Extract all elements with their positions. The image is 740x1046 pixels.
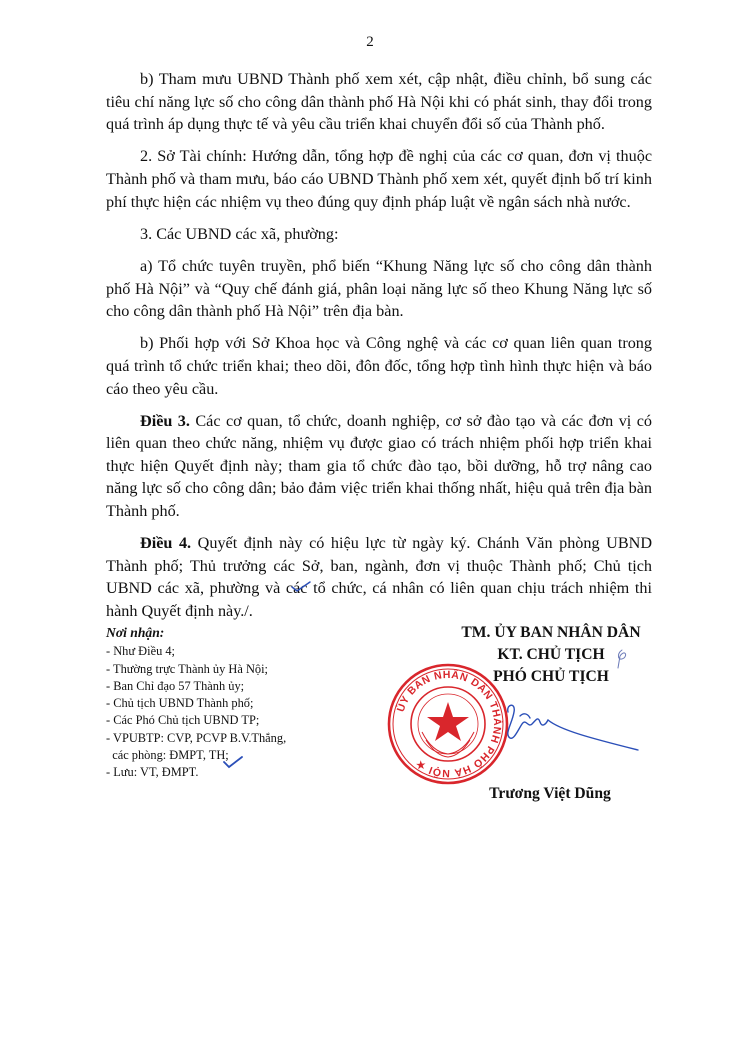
recipient-line: - Các Phó Chủ tịch UBND TP; (106, 713, 260, 728)
signature-line-3: PHÓ CHỦ TỊCH (493, 668, 609, 685)
paragraph-heading: Điều 3. (140, 411, 190, 430)
official-seal (386, 662, 510, 786)
paragraph (106, 332, 652, 400)
recipient-line: các phòng: ĐMPT, TH; (106, 748, 229, 763)
recipients-title: Nơi nhận: (106, 625, 165, 640)
paragraph-text: 3. Các UBND các xã, phường: (140, 224, 339, 243)
paragraph (106, 255, 652, 323)
paragraph (106, 532, 652, 622)
recipient-line: - Như Điều 4; (106, 644, 176, 659)
recipient-line: - Thường trực Thành ủy Hà Nội; (106, 661, 268, 676)
initial-mark-icon (614, 648, 630, 670)
paragraph (106, 410, 652, 523)
paragraph-text: Các cơ quan, tổ chức, doanh nghiệp, cơ sở đào tạo và các đơn vị có liên quan theo chức năng, nhiệm vụ được giao có trách nhiệm phối hợp triển khai thực hiện Quyết định này; tham gia tổ chức đào tạo, bồi dưỡng, hỗ trợ nâng cao năng lực số cho công dân; bảo đảm việc triển khai thống nhất, hiệu quả trên địa bàn Thành phố. (106, 411, 653, 521)
recipient-line: - Chủ tịch UBND Thành phố; (106, 696, 254, 711)
document-body (106, 68, 652, 632)
recipient-line: - VPUBTP: CVP, PCVP B.V.Thắng, (106, 730, 287, 745)
paragraph-text: Quyết định này có hiệu lực từ ngày ký. Chánh Văn phòng UBND Thành phố; Thủ trưởng các Sở, ban, ngành, đơn vị thuộc Thành phố; Chủ tịch UBND các xã, phường và các tổ chức, cá nhân có liên quan chịu trách nhiệm thi hành Quyết định này./. (106, 534, 653, 621)
paragraph-text: b) Phối hợp với Sở Khoa học và Công nghệ và các cơ quan liên quan trong quá trình tổ chức triển khai; theo dõi, đôn đốc, tổng hợp tình hình thực hiện và báo cáo theo yêu cầu. (106, 334, 652, 398)
handwritten-signature (500, 694, 650, 764)
paragraph-text: 2. Sở Tài chính: Hướng dẫn, tổng hợp đề nghị của các cơ quan, đơn vị thuộc Thành phố và tham mưu, báo cáo UBND Thành phố xem xét, quyết định bố trí kinh phí thực hiện các nhiệm vụ theo đúng quy định pháp luật về ngân sách nhà nước. (106, 147, 652, 211)
signer-name: Trương Việt Dũng (489, 785, 611, 802)
svg-text:ỦY BAN NHÂN DÂN THÀNH PHỐ HÀ N: ỦY BAN NHÂN DÂN THÀNH PHỐ HÀ NỘI ★ (394, 668, 504, 780)
paragraph-heading: Điều 4. (140, 534, 192, 553)
recipient-line: - Ban Chỉ đạo 57 Thành ủy; (106, 678, 245, 693)
check-mark-icon (222, 754, 244, 770)
paragraph-text: b) Tham mưu UBND Thành phố xem xét, cập nhật, điều chỉnh, bổ sung các tiêu chí năng lực số cho công dân thành phố Hà Nội khi có phát sinh, thay đổi trong quá trình áp dụng thực tế và yêu cầu triển khai chuyển đổi số của Thành phố. (106, 70, 652, 134)
signature-line-1: TM. ỦY BAN NHÂN DÂN (461, 624, 641, 641)
paragraph (106, 145, 652, 213)
signature-line-2: KT. CHỦ TỊCH (497, 646, 605, 663)
paragraph-text: a) Tổ chức tuyên truyền, phổ biến “Khung Năng lực số cho công dân thành phố Hà Nội” và “Quy chế đánh giá, phân loại năng lực số theo Khung Năng lực số cho công dân thành phố Hà Nội” trên địa bàn. (106, 256, 652, 321)
paragraph (106, 223, 652, 246)
recipient-line: - Lưu: VT, ĐMPT. (106, 765, 199, 780)
paragraph (106, 68, 652, 136)
check-mark-icon (290, 580, 312, 594)
page-number: 2 (366, 34, 374, 50)
